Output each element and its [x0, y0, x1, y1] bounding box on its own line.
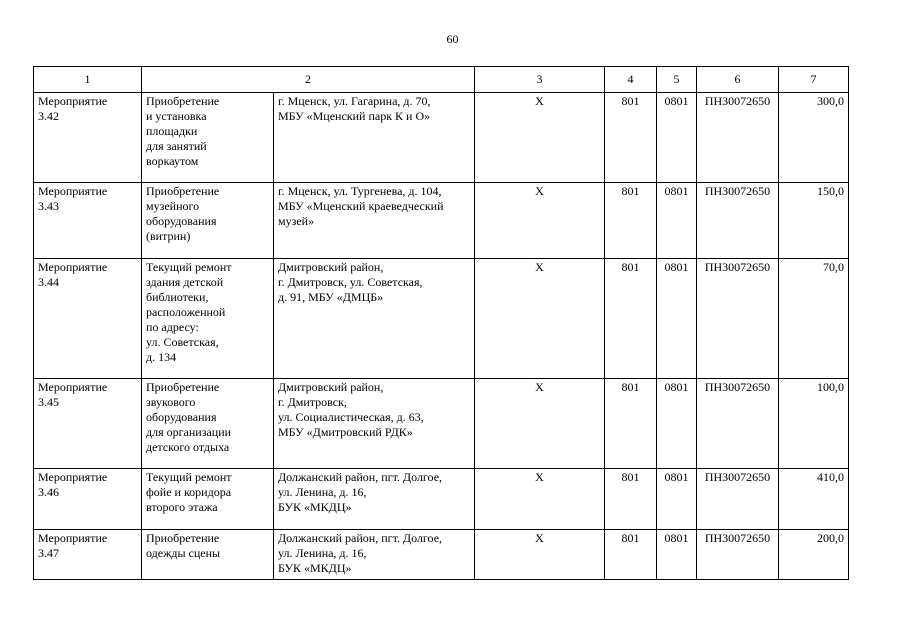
- event-address-cell: [274, 530, 475, 580]
- column-6-cell: [697, 530, 779, 580]
- event-name-cell: [142, 379, 274, 469]
- event-name-cell: [142, 93, 274, 183]
- table-row: [34, 93, 849, 183]
- amount-cell: [779, 183, 849, 259]
- column-4-cell-text: 801: [621, 470, 640, 484]
- table-row: [34, 259, 849, 379]
- header-col-2: 2: [142, 67, 475, 93]
- event-id-cell-text: Мероприятие 3.47: [38, 531, 108, 560]
- column-6-cell-text: ПН30072650: [704, 260, 771, 274]
- event-address-cell: [274, 183, 475, 259]
- event-address-cell-text: Должанский район, пгт. Долгое, ул. Ленина, д. 16, БУК «МКДЦ»: [278, 531, 443, 575]
- table-row: [34, 379, 849, 469]
- header-col-6: 6: [697, 67, 779, 93]
- event-id-cell: [34, 469, 142, 530]
- table-row: [34, 469, 849, 530]
- column-5-cell: [657, 183, 697, 259]
- column-6-cell-text: ПН30072650: [704, 184, 771, 198]
- amount-cell: [779, 379, 849, 469]
- event-address-cell: [274, 379, 475, 469]
- column-4-cell: [605, 469, 657, 530]
- column-3-cell: [475, 93, 605, 183]
- column-5-cell-text: 0801: [664, 531, 689, 545]
- column-6-cell-text: ПН30072650: [704, 470, 771, 484]
- event-name-cell-text: Приобретение звукового оборудования для организации детского отдыха: [146, 380, 232, 454]
- header-col-4: 4: [605, 67, 657, 93]
- event-name-cell-text: Приобретение и установка площадки для занятий воркаутом: [146, 94, 220, 168]
- column-3-cell-text: Х: [535, 531, 544, 545]
- header-col-3: 3: [475, 67, 605, 93]
- column-4-cell: [605, 93, 657, 183]
- event-address-cell-text: Должанский район, пгт. Долгое, ул. Ленина, д. 16, БУК «МКДЦ»: [278, 470, 443, 514]
- event-name-cell: [142, 469, 274, 530]
- header-col-5: 5: [657, 67, 697, 93]
- column-5-cell: [657, 530, 697, 580]
- event-id-cell-text: Мероприятие 3.43: [38, 184, 108, 213]
- header-col-7: 7: [779, 67, 849, 93]
- amount-cell-text: 100,0: [817, 380, 844, 394]
- column-3-cell: [475, 259, 605, 379]
- column-3-cell: [475, 469, 605, 530]
- event-id-cell: [34, 379, 142, 469]
- event-id-cell-text: Мероприятие 3.44: [38, 260, 108, 289]
- column-6-cell: [697, 93, 779, 183]
- event-address-cell: [274, 259, 475, 379]
- event-address-cell: [274, 469, 475, 530]
- amount-cell: [779, 93, 849, 183]
- column-4-cell-text: 801: [621, 260, 640, 274]
- event-id-cell-text: Мероприятие 3.46: [38, 470, 108, 499]
- amount-cell-text: 300,0: [817, 94, 844, 108]
- column-5-cell-text: 0801: [664, 380, 689, 394]
- table-row: [34, 530, 849, 580]
- amount-cell-text: 200,0: [817, 531, 844, 545]
- column-5-cell: [657, 379, 697, 469]
- page-number: 60: [446, 32, 459, 46]
- event-name-cell-text: Текущий ремонт фойе и коридора второго этажа: [146, 470, 232, 514]
- column-5-cell-text: 0801: [664, 260, 689, 274]
- column-5-cell-text: 0801: [664, 94, 689, 108]
- column-4-cell: [605, 379, 657, 469]
- column-4-cell-text: 801: [621, 184, 640, 198]
- column-3-cell: [475, 530, 605, 580]
- event-name-cell-text: Текущий ремонт здания детской библиотеки, расположенной по адресу: ул. Советская, д. 134: [146, 260, 232, 364]
- column-6-cell-text: ПН30072650: [704, 380, 771, 394]
- event-address-cell-text: Дмитровский район, г. Дмитровск, ул. Социалистическая, д. 63, МБУ «Дмитровский РДК»: [278, 380, 424, 439]
- amount-cell-text: 410,0: [817, 470, 844, 484]
- column-4-cell: [605, 530, 657, 580]
- event-name-cell: [142, 183, 274, 259]
- amount-cell-text: 150,0: [817, 184, 844, 198]
- column-3-cell-text: Х: [535, 184, 544, 198]
- column-4-cell-text: 801: [621, 380, 640, 394]
- column-4-cell: [605, 183, 657, 259]
- table-row: [34, 183, 849, 259]
- amount-cell: [779, 530, 849, 580]
- column-5-cell-text: 0801: [664, 470, 689, 484]
- amount-cell-text: 70,0: [823, 260, 844, 274]
- event-id-cell: [34, 530, 142, 580]
- column-6-cell: [697, 183, 779, 259]
- column-3-cell-text: Х: [535, 94, 544, 108]
- amount-cell: [779, 469, 849, 530]
- event-address-cell: [274, 93, 475, 183]
- amount-cell: [779, 259, 849, 379]
- event-id-cell: [34, 93, 142, 183]
- event-id-cell: [34, 259, 142, 379]
- column-4-cell-text: 801: [621, 531, 640, 545]
- column-5-cell: [657, 259, 697, 379]
- column-5-cell: [657, 469, 697, 530]
- column-4-cell: [605, 259, 657, 379]
- column-3-cell: [475, 183, 605, 259]
- event-id-cell-text: Мероприятие 3.45: [38, 380, 108, 409]
- event-address-cell-text: Дмитровский район, г. Дмитровск, ул. Советская, д. 91, МБУ «ДМЦБ»: [278, 260, 423, 304]
- column-3-cell-text: Х: [535, 260, 544, 274]
- column-5-cell: [657, 93, 697, 183]
- header-row: [34, 67, 849, 93]
- event-id-cell-text: Мероприятие 3.42: [38, 94, 108, 123]
- event-name-cell: [142, 530, 274, 580]
- event-name-cell: [142, 259, 274, 379]
- column-6-cell-text: ПН30072650: [704, 94, 771, 108]
- events-table: [33, 66, 849, 580]
- event-name-cell-text: Приобретение музейного оборудования (витрин): [146, 184, 220, 243]
- event-name-cell-text: Приобретение одежды сцены: [146, 531, 221, 560]
- column-6-cell: [697, 259, 779, 379]
- header-col-1: 1: [34, 67, 142, 93]
- column-4-cell-text: 801: [621, 94, 640, 108]
- column-6-cell: [697, 379, 779, 469]
- column-3-cell-text: Х: [535, 470, 544, 484]
- event-address-cell-text: г. Мценск, ул. Тургенева, д. 104, МБУ «Мценский краеведческий музей»: [278, 184, 444, 228]
- column-3-cell: [475, 379, 605, 469]
- event-id-cell: [34, 183, 142, 259]
- column-6-cell: [697, 469, 779, 530]
- column-3-cell-text: Х: [535, 380, 544, 394]
- column-6-cell-text: ПН30072650: [704, 531, 771, 545]
- column-5-cell-text: 0801: [664, 184, 689, 198]
- event-address-cell-text: г. Мценск, ул. Гагарина, д. 70, МБУ «Мценский парк К и О»: [278, 94, 431, 123]
